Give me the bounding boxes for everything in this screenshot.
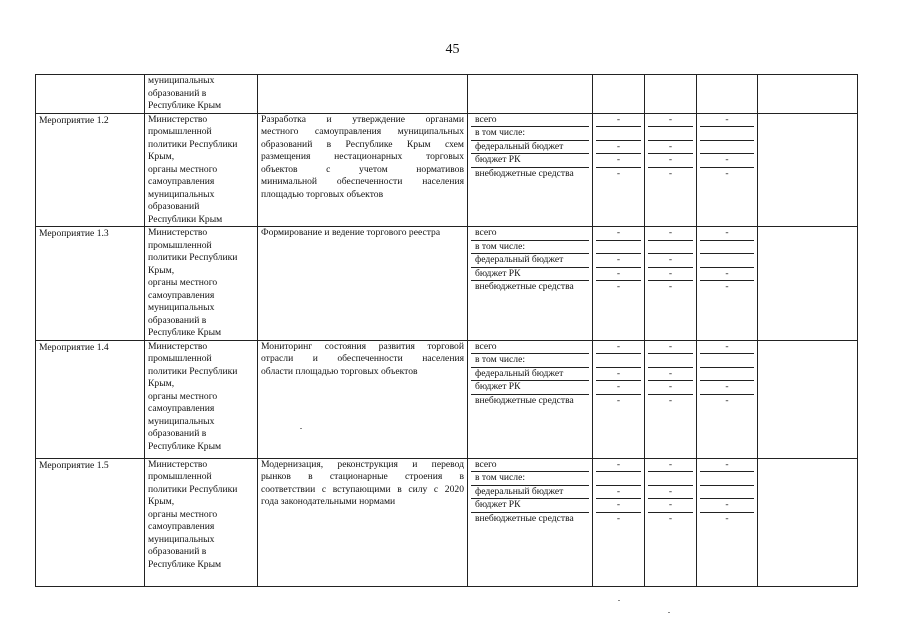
executor-line: промышленной (148, 353, 212, 364)
funding-value: - (596, 459, 641, 473)
funding-value (700, 241, 754, 255)
activity-name: Мероприятие 1.5 (39, 459, 109, 471)
funding-value (648, 241, 693, 255)
funding-value: - (596, 227, 641, 241)
description-line: минимальной обеспеченности населения (261, 176, 464, 187)
executor-line: муниципальных (148, 75, 215, 86)
funding-source-label: в том числе: (471, 241, 589, 255)
executor-line: самоуправления (148, 521, 215, 532)
funding-source-label: бюджет РК (471, 381, 589, 395)
empty-column-cell (758, 227, 858, 341)
executor-line: органы местного (148, 163, 218, 175)
executor-line: Крым, (148, 378, 175, 389)
funding-value-cell (645, 113, 697, 227)
funding-value: - (700, 227, 754, 241)
activity-executor-cell (145, 340, 258, 458)
funding-source-label: всего (471, 114, 589, 128)
funding-value: - (596, 499, 641, 513)
funding-value (648, 354, 693, 368)
funding-value: - (596, 141, 641, 155)
funding-value (700, 354, 754, 368)
executor-line: Республике Крым (148, 327, 222, 338)
continuation-row (36, 75, 858, 114)
funding-value: - (700, 381, 754, 395)
funding-value: - (648, 141, 693, 155)
executor-line: образований в (148, 428, 207, 439)
scan-speck (668, 612, 670, 613)
executor-line: образований в (148, 546, 207, 557)
executor-line: образований в (148, 87, 207, 99)
funding-source-label: бюджет РК (471, 499, 589, 513)
funding-source-cell (468, 227, 593, 341)
funding-value (596, 472, 641, 486)
funding-value: - (700, 459, 754, 473)
funding-value: - (700, 341, 754, 355)
funding-value-cell (645, 458, 697, 586)
activity-row (36, 340, 858, 458)
executor-line: муниципальных (148, 533, 215, 545)
activity-name-cell (36, 340, 145, 458)
funding-value (596, 241, 641, 255)
scan-speck (618, 600, 620, 601)
funding-value: - (616, 167, 621, 179)
description-line: объектов с учетом нормативов (261, 163, 464, 175)
funding-value: - (725, 281, 729, 293)
funding-value-cell (697, 340, 758, 458)
continuation-executor-cell (145, 75, 258, 114)
funding-value-cell (593, 340, 645, 458)
description-line: площадью торговых объектов (261, 188, 384, 200)
funding-source-label: внебюджетные средства (475, 394, 574, 406)
executor-line: органы местного (148, 390, 218, 402)
funding-value (648, 127, 693, 141)
continuation-value-cell (645, 75, 697, 114)
executor-line: политики Республики (148, 138, 238, 150)
funding-source-label: бюджет РК (471, 268, 589, 282)
executor-line: Республике Крым (148, 558, 222, 570)
activity-name: Мероприятие 1.2 (39, 114, 109, 126)
description-line: области площадью торговых объектов (261, 365, 418, 377)
description-line: образований в Республике Крым схем (261, 138, 464, 150)
continuation-funding-cell (468, 75, 593, 114)
funding-value-cell (697, 113, 758, 227)
funding-value: - (648, 114, 693, 128)
funding-value: - (648, 227, 693, 241)
funding-value: - (668, 394, 673, 406)
activities-table (35, 74, 858, 587)
description-line: Формирование и ведение торгового реестра (261, 227, 441, 238)
activity-name-cell (36, 227, 145, 341)
description-line: года законодательными нормами (261, 496, 396, 507)
continuation-value-cell (758, 75, 858, 114)
executor-line: Республики Крым (148, 213, 223, 225)
funding-source-label: федеральный бюджет (471, 141, 589, 155)
activity-description-cell (258, 113, 468, 227)
funding-value: - (596, 268, 641, 282)
funding-source-label: в том числе: (471, 354, 589, 368)
activity-description-cell (258, 458, 468, 586)
executor-line: самоуправления (148, 289, 215, 301)
executor-line: политики Республики (148, 252, 238, 263)
funding-value: - (648, 368, 693, 382)
executor-line: муниципальных (148, 188, 215, 200)
empty-column-cell (758, 113, 858, 227)
funding-value: - (668, 167, 673, 179)
funding-source-cell (468, 113, 593, 227)
description-line: Разработка и утверждение органами (261, 113, 464, 125)
funding-source-label: всего (471, 459, 589, 473)
funding-value: - (596, 368, 641, 382)
funding-source-label: всего (471, 227, 589, 241)
executor-line: Министерство (148, 113, 208, 125)
funding-value: - (648, 499, 693, 513)
funding-value: - (700, 499, 754, 513)
funding-value-cell (645, 227, 697, 341)
description-line: местного самоуправления муниципальных (261, 126, 464, 137)
description-line: соответствии с вступающими в силу с 2020 (261, 483, 464, 495)
funding-value: - (648, 486, 693, 500)
executor-line: самоуправления (148, 403, 215, 414)
description-line: Модернизация, реконструкция и перевод (261, 458, 464, 470)
executor-line: органы местного (148, 508, 218, 520)
funding-source-label: в том числе: (471, 127, 589, 141)
executor-line: Министерство (148, 340, 208, 352)
activity-description-cell (258, 340, 468, 458)
funding-source-cell (468, 458, 593, 586)
funding-value (596, 127, 641, 141)
empty-column-cell (758, 340, 858, 458)
executor-line: органы местного (148, 277, 218, 288)
executor-line: муниципальных (148, 415, 215, 427)
funding-value: - (700, 154, 754, 168)
funding-value: - (648, 341, 693, 355)
activity-name: Мероприятие 1.4 (39, 341, 109, 353)
executor-line: Республике Крым (148, 100, 222, 111)
continuation-value-cell (697, 75, 758, 114)
executor-line: Министерство (148, 458, 208, 470)
executor-line: Крым, (148, 496, 175, 507)
funding-value (700, 486, 754, 500)
funding-value: - (596, 486, 641, 500)
activity-name-cell (36, 113, 145, 227)
funding-value: - (725, 394, 729, 406)
funding-value: - (725, 167, 729, 179)
funding-value (700, 472, 754, 486)
executor-line: образований в (148, 314, 207, 326)
scan-speck (300, 428, 302, 429)
funding-value: - (668, 512, 673, 524)
funding-value (700, 127, 754, 141)
executor-line: самоуправления (148, 176, 215, 187)
activity-name: Мероприятие 1.3 (39, 228, 109, 239)
activity-row (36, 113, 858, 227)
funding-source-label: внебюджетные средства (475, 512, 574, 524)
executor-line: Крым, (148, 151, 175, 162)
funding-value: - (700, 114, 754, 128)
funding-value (700, 141, 754, 155)
funding-value: - (648, 154, 693, 168)
funding-value: - (596, 381, 641, 395)
executor-line: промышленной (148, 471, 212, 482)
funding-value: - (616, 281, 621, 293)
continuation-name-cell (36, 75, 145, 114)
funding-source-label: внебюджетные средства (475, 167, 574, 179)
funding-source-label: внебюджетные средства (475, 281, 574, 293)
funding-value-cell (593, 458, 645, 586)
activity-name-cell (36, 458, 145, 586)
funding-source-label: федеральный бюджет (471, 368, 589, 382)
executor-line: муниципальных (148, 302, 215, 313)
funding-value-cell (593, 113, 645, 227)
executor-line: промышленной (148, 239, 212, 251)
funding-value (700, 254, 754, 268)
funding-value-cell (645, 340, 697, 458)
funding-value: - (596, 154, 641, 168)
funding-value: - (616, 512, 621, 524)
activity-executor-cell (145, 227, 258, 341)
funding-source-label: федеральный бюджет (471, 254, 589, 268)
description-line: Мониторинг состояния развития торговой (261, 340, 464, 352)
description-line: отрасли и обеспеченности населения (261, 353, 464, 364)
description-line: размещения нестационарных торговых (261, 151, 464, 162)
executor-line: промышленной (148, 126, 212, 137)
funding-value: - (616, 394, 621, 406)
funding-value: - (700, 268, 754, 282)
continuation-value-cell (593, 75, 645, 114)
funding-value: - (725, 512, 729, 524)
funding-value (700, 368, 754, 382)
funding-source-label: бюджет РК (471, 154, 589, 168)
executor-line: Крым, (148, 264, 175, 276)
funding-value: - (648, 268, 693, 282)
executor-line: Республике Крым (148, 440, 222, 452)
funding-value: - (648, 381, 693, 395)
funding-value (596, 354, 641, 368)
executor-line: политики Республики (148, 483, 238, 495)
funding-value-cell (697, 227, 758, 341)
funding-source-label: в том числе: (471, 472, 589, 486)
activity-row (36, 227, 858, 341)
funding-value (648, 472, 693, 486)
funding-source-label: федеральный бюджет (471, 486, 589, 500)
description-line: рынков в стационарные строения в (261, 471, 464, 482)
funding-source-cell (468, 340, 593, 458)
funding-source-label: всего (471, 341, 589, 355)
executor-line: образований (148, 201, 200, 212)
activity-row (36, 458, 858, 586)
page-number: 45 (445, 42, 460, 57)
funding-value-cell (593, 227, 645, 341)
funding-value: - (648, 254, 693, 268)
continuation-description-cell (258, 75, 468, 114)
funding-value: - (596, 341, 641, 355)
activity-description-cell (258, 227, 468, 341)
funding-value: - (668, 281, 673, 293)
funding-value: - (596, 114, 641, 128)
executor-line: политики Республики (148, 365, 238, 377)
empty-column-cell (758, 458, 858, 586)
activity-executor-cell (145, 113, 258, 227)
funding-value: - (648, 459, 693, 473)
activity-executor-cell (145, 458, 258, 586)
funding-value: - (596, 254, 641, 268)
funding-value-cell (697, 458, 758, 586)
executor-line: Министерство (148, 227, 208, 238)
